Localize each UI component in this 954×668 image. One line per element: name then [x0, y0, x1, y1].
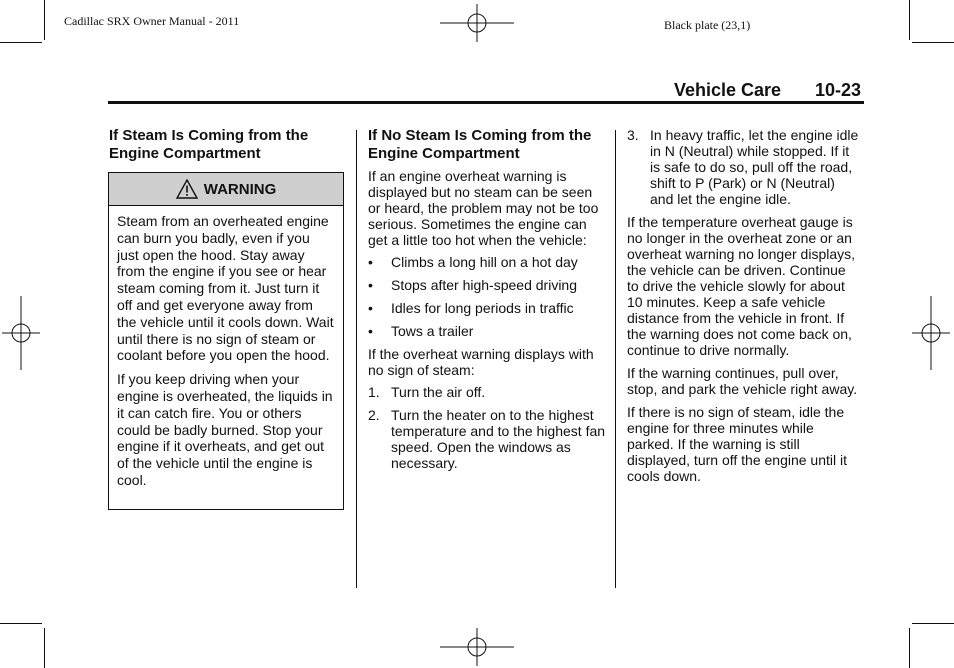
header-rule	[108, 101, 864, 104]
paragraph: If an engine overheat warning is displayed but no steam can be seen or heard, the problem may not be too serious. Sometimes the engine can get a little too hot when the vehicle:	[368, 168, 599, 248]
column-1	[109, 127, 344, 163]
bullet-icon: •	[368, 277, 373, 293]
list-item-text: Climbs a long hill on a hot day	[391, 254, 578, 270]
step-number: 1.	[368, 384, 380, 400]
bullet-list	[368, 254, 608, 339]
page-number: 10-23	[815, 80, 862, 100]
step-text: In heavy traffic, let the engine idle in N (Neutral) while stopped. If it is safe to do so, pull off the road, shift to P (Park) or N (Neutral) and let the engine idle.	[650, 127, 859, 207]
bullet-icon: •	[368, 323, 373, 339]
column-divider	[615, 130, 616, 588]
column-2	[368, 127, 608, 471]
list-item-text: Stops after high-speed driving	[391, 277, 577, 293]
crop-mark	[0, 623, 42, 624]
warning-paragraph: If you keep driving when your engine is overheated, the liquids in it can catch fire. You or others could be badly burned. Stop your engine if it overheats, and get out of the vehicle until the engine is cool.	[117, 371, 333, 488]
crop-mark	[912, 623, 954, 624]
registration-mark-icon	[912, 296, 950, 370]
paragraph: If the warning continues, pull over, stop, and park the vehicle right away.	[627, 365, 858, 397]
document-header-left: Cadillac SRX Owner Manual - 2011	[64, 14, 240, 28]
step-text: Turn the air off.	[391, 384, 486, 400]
list-item-text: Idles for long periods in traffic	[391, 300, 574, 316]
list-item	[368, 300, 608, 316]
paragraph: If the overheat warning displays with no sign of steam:	[368, 346, 594, 378]
warning-paragraph: Steam from an overheated engine can burn you badly, even if you just open the hood. Stay away from the engine if you see or hear steam coming from it. Just turn it off and get everyone away from the vehicle until it cools down. Wait until there is no sign of steam or coolant before you open the hood.	[117, 213, 334, 364]
list-item	[627, 127, 861, 207]
numbered-list	[368, 384, 608, 471]
crop-mark	[909, 0, 910, 40]
step-number: 3.	[627, 127, 639, 143]
registration-mark-icon	[440, 628, 514, 666]
warning-icon	[176, 179, 198, 199]
crop-mark	[0, 42, 42, 43]
list-item-text: Tows a trailer	[391, 323, 474, 339]
crop-mark	[909, 628, 910, 668]
warning-body	[109, 206, 343, 489]
column-3	[627, 127, 861, 484]
bullet-icon: •	[368, 300, 373, 316]
crop-mark	[912, 42, 954, 43]
step-text: Turn the heater on to the highest temperature and to the highest fan speed. Open the windows as necessary.	[391, 407, 606, 471]
list-item	[368, 254, 608, 270]
paragraph: If there is no sign of steam, idle the engine for three minutes while parked. If the warning is still displayed, turn off the engine until it cools down.	[627, 404, 848, 484]
section-heading: If No Steam Is Coming from the Engine Compartment	[368, 127, 592, 162]
registration-mark-icon	[2, 296, 40, 370]
crop-mark	[44, 0, 45, 40]
list-item	[368, 277, 608, 293]
section-title: Vehicle Care	[674, 80, 782, 100]
warning-label: WARNING	[203, 180, 277, 198]
bullet-icon: •	[368, 254, 373, 270]
step-number: 2.	[368, 407, 380, 423]
warning-header	[109, 173, 343, 206]
plate-label: Black plate (23,1)	[664, 18, 751, 32]
list-item	[368, 323, 608, 339]
section-heading: If Steam Is Coming from the Engine Compartment	[109, 127, 309, 162]
registration-mark-icon	[440, 4, 514, 42]
list-item	[368, 407, 608, 471]
crop-mark	[44, 628, 45, 668]
column-divider	[356, 130, 357, 588]
list-item	[368, 384, 608, 400]
paragraph: If the temperature overheat gauge is no longer in the overheat zone or an overheat warning no longer displays, the vehicle can be driven. Continue to drive the vehicle slowly for about 10 minutes. Keep a safe vehicle distance from the vehicle in front. If the warning does not come back on, continue to drive normally.	[627, 214, 856, 358]
warning-box	[108, 172, 344, 510]
